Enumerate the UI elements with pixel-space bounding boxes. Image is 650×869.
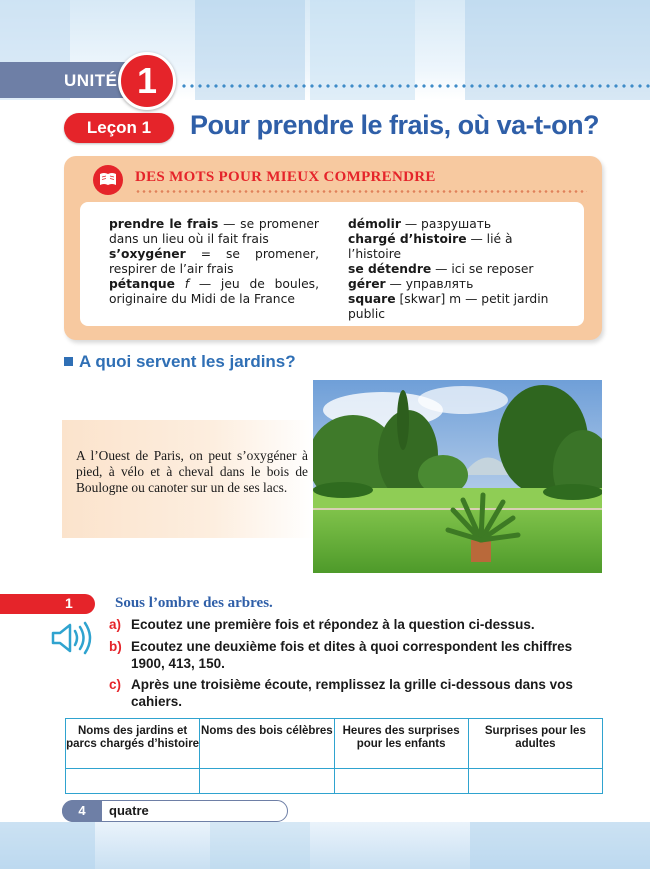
footer-band	[0, 822, 650, 869]
vocab-entry: pétanque f — jeu de boules, originaire du Midi de la France	[109, 277, 319, 306]
vocabulary-heading: DES MOTS POUR MIEUX COMPRENDRE	[135, 169, 436, 185]
unit-label: UNITÉ	[0, 62, 140, 98]
vocabulary-column-left	[109, 217, 319, 307]
header-dotted-line	[180, 84, 650, 88]
exercise-number: 1	[0, 594, 95, 614]
task-item	[109, 638, 609, 672]
page-number: 4	[62, 800, 102, 822]
vocab-entry: gérer — управлять	[348, 277, 474, 291]
footer-tile	[210, 822, 310, 869]
task-text: Ecoutez une deuxième fois et dites à quoi correspondent les chiffres 1900, 413, 150.	[131, 639, 573, 671]
vocab-entry: se détendre — ici se reposer	[348, 262, 534, 276]
footer-tile	[0, 822, 95, 869]
section-bullet	[64, 357, 73, 366]
grid-header-cell: Surprises pour les adultes	[468, 719, 602, 769]
task-text: Après une troisième écoute, remplissez la grille ci-dessous dans vos cahiers.	[131, 677, 573, 709]
task-letter: c)	[109, 677, 122, 692]
page-word: quatre	[109, 803, 149, 818]
grid-header-cell: Heures des surprises pour les enfants	[334, 719, 468, 769]
book-icon	[93, 165, 123, 195]
lesson-label: Leçon 1	[64, 113, 174, 143]
task-letter: a)	[109, 617, 122, 632]
vocabulary-column-right	[348, 217, 563, 322]
speaker-icon[interactable]	[50, 620, 96, 656]
grid-cell	[468, 769, 602, 794]
lesson-title: Pour prendre le frais, où va-t-on?	[190, 110, 600, 140]
exercise-title: Sous l’ombre des arbres.	[115, 595, 273, 611]
vocab-entry: démolir — разрушать	[348, 217, 492, 231]
grid-header-cell: Noms des jardins et parcs chargés d’histoire	[66, 719, 200, 769]
grid-cell	[66, 769, 200, 794]
vocab-entry: s’oxygéner = se promener, respirer de l’air frais	[109, 247, 319, 276]
section-heading: A quoi servent les jardins?	[79, 352, 296, 371]
vocabulary-dotted-line	[135, 190, 587, 193]
grid-cell	[200, 769, 334, 794]
answer-grid	[65, 718, 603, 794]
task-text: Ecoutez une première fois et répondez à la question ci-dessus.	[131, 617, 535, 632]
vocab-entry: prendre le frais — se promener dans un lieu où il fait frais	[109, 217, 319, 246]
info-text: A l’Ouest de Paris, on peut s’oxygéner à pied, à vélo et à cheval dans le bois de Boulogne ou canoter sur un de ses lacs.	[76, 448, 308, 495]
grid-header-cell: Noms des bois célèbres	[200, 719, 334, 769]
vocab-entry: square [skwar] m — petit jardin public	[348, 292, 549, 321]
task-item	[109, 616, 609, 633]
park-photo	[313, 380, 602, 573]
task-item	[109, 676, 609, 710]
grid-row	[66, 769, 603, 794]
grid-cell	[334, 769, 468, 794]
grid-header-row	[66, 719, 603, 769]
unit-number-badge: 1	[118, 52, 176, 110]
footer-tile	[470, 822, 650, 869]
vocab-entry: chargé d’histoire — lié à l’histoire	[348, 232, 513, 261]
task-letter: b)	[109, 639, 122, 654]
